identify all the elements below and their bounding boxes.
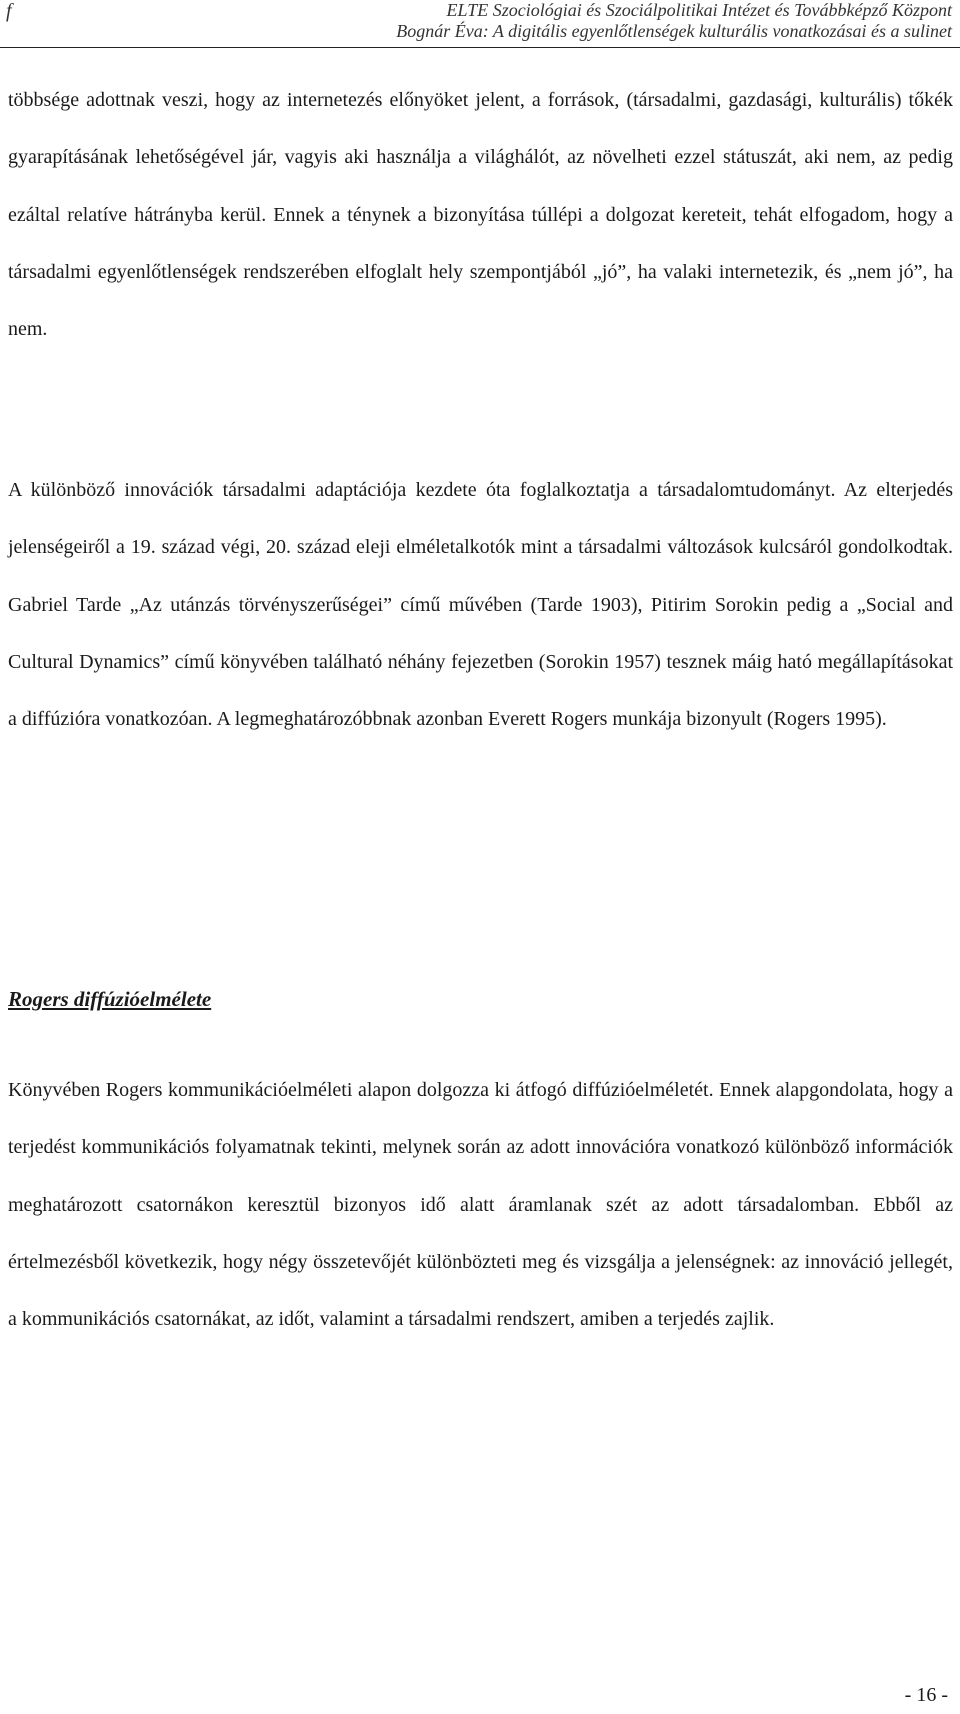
section-heading: Rogers diffúzióelmélete bbox=[8, 987, 212, 1011]
header-text bbox=[396, 0, 952, 42]
header-logo: f bbox=[6, 0, 12, 22]
body-paragraph-3: Könyvében Rogers kommunikációelméleti alapon dolgozza ki átfogó diffúzióelméletét. Ennek alapgondolata, hogy a terjedést kommunikációs folyamatnak tekinti, melynek során az adott innovációra vonatkozó különböző információk meghatározott csatornákon keresztül bizonyos idő alatt áramlanak szét az adott társadalomban. Ebből az értelmezésből következik, hogy négy összetevőjét különbözteti meg és vizsgálja a jelenségnek: az innováció jellegét, a kommunikációs csatornákat, az időt, valamint a társadalmi rendszert, amiben a terjedés zajlik. bbox=[8, 1079, 953, 1331]
header-author-title: Bognár Éva: A digitális egyenlőtlenségek kulturális vonatkozásai és a sulinet bbox=[396, 21, 952, 41]
page-header bbox=[0, 0, 960, 48]
body-paragraph-1: többsége adottnak veszi, hogy az internetezés előnyöket jelent, a források, (társadalmi, gazdasági, kulturális) tőkék gyarapításának lehetőségével jár, vagyis aki használja a világhálót, az növelheti ezzel státuszát, aki nem, az pedig ezáltal relatíve hátrányba kerül. Ennek a ténynek a bizonyítása túllépi a dolgozat kereteit, tehát elfogadom, hogy a társadalmi egyenlőtlenségek rendszerében elfoglalt hely szempontjából „jó”, ha valaki internetezik, és „nem jó”, ha nem. bbox=[8, 89, 953, 341]
header-institution: ELTE Szociológiai és Szociálpolitikai Intézet és Továbbképző Központ bbox=[446, 0, 952, 20]
page-number: - 16 - bbox=[904, 1684, 948, 1706]
body-paragraph-2: A különböző innovációk társadalmi adaptációja kezdete óta foglalkoztatja a társadalomtudományt. Az elterjedés jelenségeiről a 19. század végi, 20. század eleji elméletalkotók mint a társadalmi változások kulcsáról gondolkodtak. Gabriel Tarde „Az utánzás törvényszerűségei” című művében (Tarde 1903), Pitirim Sorokin pedig a „Social and Cultural Dynamics” című könyvében található néhány fejezetben (Sorokin 1957) tesznek máig ható megállapításokat a diffúzióra vonatkozóan. A legmeghatározóbbnak azonban Everett Rogers munkája bizonyult (Rogers 1995). bbox=[8, 479, 953, 731]
